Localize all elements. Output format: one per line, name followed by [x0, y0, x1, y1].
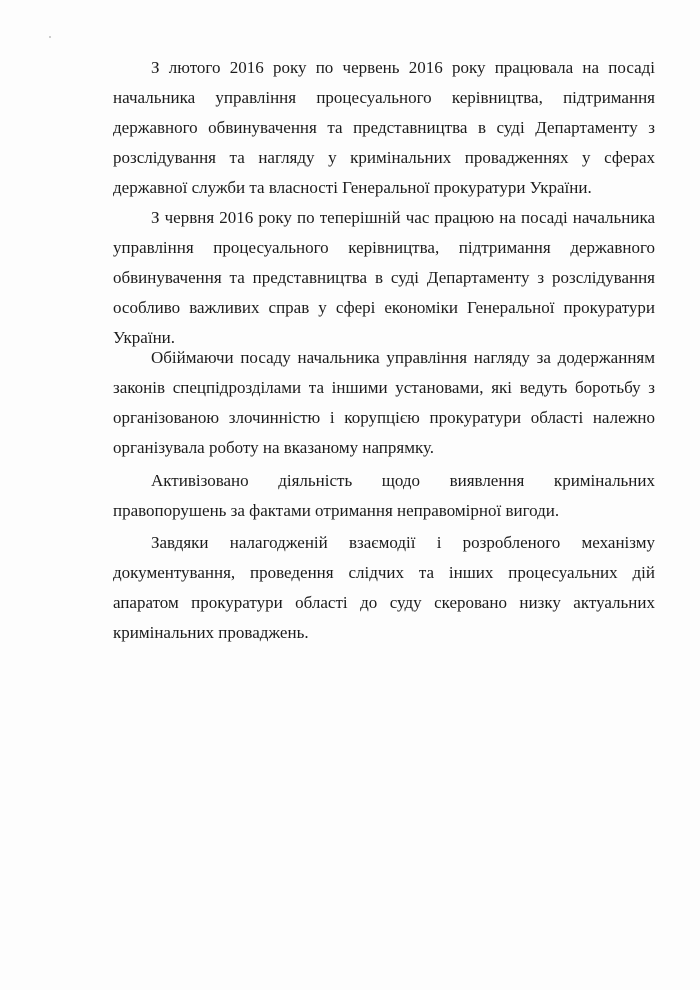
paragraph-5: Завдяки налагодженій взаємодії і розробленого механізму документування, проведення слідчих та інших процесуальних дій апаратом прокуратури області до суду скеровано низку актуальних кримінальних проваджень. — [113, 533, 655, 642]
paragraph-2: З червня 2016 року по теперішній час працюю на посаді начальника управління процесуального керівництва, підтримання державного обвинувачення та представництва в суді Департаменту з розслідування особливо важливих справ у сфері економіки Генеральної прокуратури України. — [113, 208, 655, 347]
paragraph-1: З лютого 2016 року по червень 2016 року працювала на посаді начальника управління процесуального керівництва, підтримання державного обвинувачення та представництва в суді Департаменту з розслідування та нагляду у кримінальних провадженнях у сферах державної служби та власності Генеральної прокуратури України. — [113, 58, 655, 197]
scan-artifact — [49, 36, 51, 38]
paragraph-3: Обіймаючи посаду начальника управління нагляду за додержанням законів спецпідрозділами та іншими установами, які ведуть боротьбу з організованою злочинністю і корупцією прокуратури області належно організувала роботу на вказаному напрямку. — [113, 348, 655, 457]
paragraph-4: Активізовано діяльність щодо виявлення кримінальних правопорушень за фактами отримання неправомірної вигоди. — [113, 471, 655, 520]
